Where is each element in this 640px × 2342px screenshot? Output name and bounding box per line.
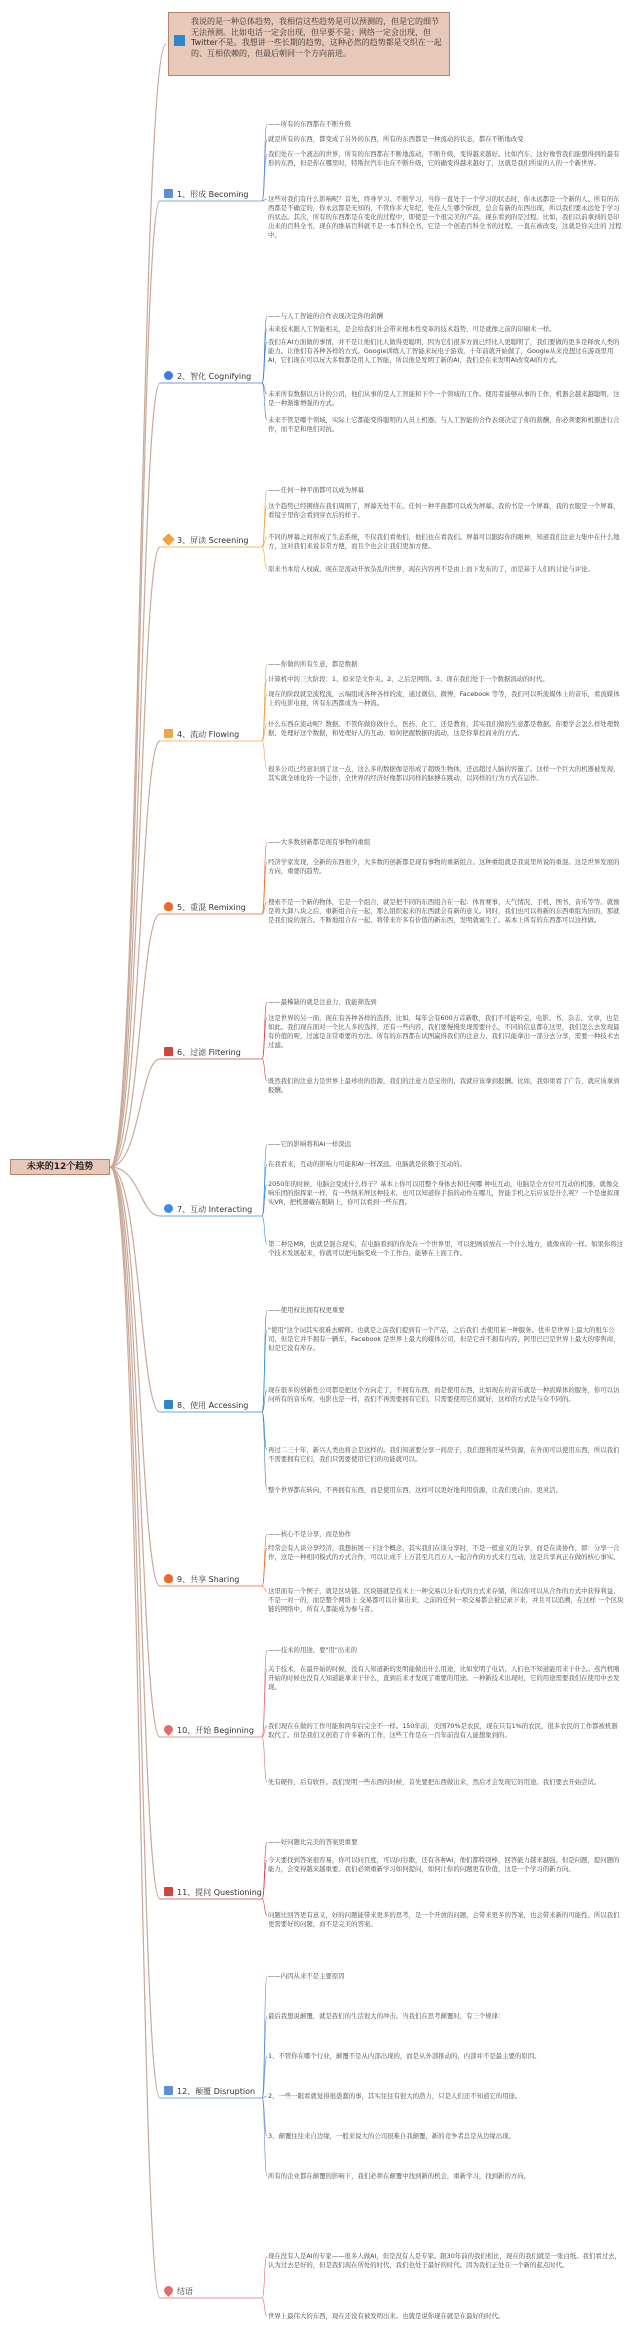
branch-note[interactable]: 整个世界都在转向，不再拥有东西，而是使用东西，这样可以更好地利用资源，让我们更自由、更灵活。 (268, 1486, 562, 1494)
branch-subtitle[interactable]: ——任何一种平面都可以成为屏幕 (268, 486, 364, 494)
branch-label: 12、颠覆 Disruption (177, 2087, 256, 2096)
branch-note[interactable]: 问题比回答更有意义，好的问题能带来更多的思考，是一个开放的问题，会带来更多的答案，也会带来新的可能性。所以我们更需要好的问题，而不是完美的答案。 (268, 1911, 620, 1929)
scrn-icon (164, 729, 173, 738)
branch-subtitle[interactable]: ——你做的所有生意，都是数据 (268, 660, 358, 668)
connector-line (262, 1412, 267, 1490)
branch-note[interactable]: 2、一些一眼看就觉得很愚蠢的事，其实往往有很大的潜力，只是人们还不知道它的用途。 (268, 2092, 522, 2100)
branch-note[interactable]: 这里面有一个例子，就是区块链。区块链就是技术上一种交易以分布式的方式来存储，所以你可以从合作的方式中获得利益，不是一对一的，而是整个网络上 交易都可以计算出来，之前的任何一项交易都会被记录下来，并且可以追溯，在这样 一个区块链的网络中，所有人都能成为参与者。 (268, 1587, 624, 1614)
connector-line (110, 1167, 160, 1899)
branch-note[interactable]: 未来所有数据以万计的公司，他们从事的是人工智能和下个一个领域的工作。使用者能够从事的工作，机器会越来越聪明，这是一种渐渐增强的方式。 (268, 390, 620, 407)
bar-icon (164, 1400, 173, 1409)
branch-note[interactable]: 未来技术跟人工智能相关，是会给我们社会带来根本性变革的技术趋势，可是就像之前的印刷术一样。 (268, 325, 556, 333)
branch-note[interactable]: 第二种是MR，也就是混合现实，在电脑看到的你处在一个世界里，可以把画质放在一个什么地方，就像真的一样。如果你将这个技术发展起来，你就可以把电脑变成一个工作台，能够在上面工作。 (268, 1240, 624, 1257)
branch-note[interactable]: 我们现在在做的工作可能和两年后完全不一样。150年前，美国70%是农民，现在只有1%的农民，很多农民的工作都被机器取代了。但是我们又创造了许多新的工作，这些工作是在一百年前没有人能想象到的。 (268, 1721, 618, 1739)
branch-note[interactable]: 未来不管是哪个领域，实际上它都能变得聪明的人员上机器。与人工智能的合作表现决定了你的薪酬，你必须要和机器进行合作，而不是和他们对抗。 (268, 416, 620, 433)
branch-subtitle[interactable]: 现在没有人是AI的专家——很多人做AI，但是没有人是专家。跟30年前的我们相比，现在的我们就是一张白纸。我们看过去，认为过去是好的，但是我们现在所处的时代，我们也处于最好的时代。因为我们正处在一个新的起点时代。 (268, 2252, 621, 2269)
branch-note[interactable]: 原来书本给人权威，现在是流动开放杂乱的世界，现在内容再不是由上而下发布的了，而是基于人们的讨论与评论。 (268, 564, 594, 573)
branch-label: 1、形成 Becoming (177, 190, 249, 199)
root-node[interactable]: 未来的12个趋势 (10, 1159, 110, 1175)
connector-line (262, 1002, 267, 1059)
connector-line (110, 1167, 160, 2298)
branch-13[interactable] (164, 2286, 193, 2298)
branch-label: 结语 (177, 2287, 193, 2296)
branch-note[interactable]: "使用"这个词其实很难去解释。也就是之前我们提到有一个产品，之后我们 去使用某一种服务。优步是世界上最大的租车公司，但是它并不拥有一辆车，Facebook 是世界上最大的媒体公司，但是它并不拥有内容。阿里巴巴是世界上最大的零售商，但是它没有库存。 (268, 1326, 620, 1352)
branch-11[interactable] (164, 1887, 262, 1899)
branch-note[interactable]: 最后我想说颠覆，就是我们的生活很大的冲击。当我们在思考颠覆时，有三个规律： (268, 2012, 505, 2020)
connector-line (262, 2098, 267, 2176)
branch-7[interactable] (164, 1204, 252, 1216)
branch-label: 10、开始 Beginning (177, 1726, 254, 1735)
branch-label: 9、共享 Sharing (177, 1575, 240, 1584)
connector-line (110, 1167, 160, 2098)
branch-subtitle[interactable]: ——好问题比完美的答案更重要 (268, 1838, 358, 1846)
connector-line (262, 1650, 267, 1737)
branch-note[interactable]: 我们处在一个液态的世界，所有的东西都在不断地流动，不断升级，变得越来越好。比如汽车，这好像曾我们能想得到的最有形的东西，但是你在哪里时，特斯拉汽车也在不断升级，它的确变得越来越好了，这就是我们所说的人的一个新世界。 (268, 150, 620, 167)
connector-line (262, 1144, 267, 1216)
branch-note[interactable]: 这是世界的另一面，现在有各种各样的选择，比如，每年会有600万首新歌，我们不可能听完，电影、书、杂志、文章，也是如此。我们现在面对一个比人多的选择，还有一些内容，我们要慢慢发现需要什么，不同的信息都在这里，我们怎么去发现最有价值的呢，过滤是非常重要的方法。所有的东西都在试图赢得我们的注意力，我们只能拿出一部分去分享，需要一种技术去过滤。 (268, 1013, 620, 1049)
intro-text: 我说的是一种总体趋势，我相信这些趋势是可以预测的，但是它的细节无法预测。比如电话一定会出现，但早要不是；网络一定会出现，但Twitter不是。我想讲一些长期的趋势，这种必然的趋势都是交织在一起的、互相依赖的，但最后朝同一个方向前进。 (191, 17, 442, 58)
doc-icon (164, 2086, 173, 2095)
branch-label: 4、流动 Flowing (177, 730, 240, 739)
connector-line (262, 547, 267, 569)
connector-line (262, 1737, 267, 1782)
person-icon (164, 1204, 173, 1213)
branch-note[interactable]: 这个趋势已经围绕在我们周围了，屏幕无处不在。任何一种平面都可以成为屏幕。我的书是一个屏幕，我的衣服是一个屏幕，看镜子里你会看到穿衣后的样子。 (268, 501, 620, 519)
branch-note[interactable]: 经常会有人谈分享经济，我想拓展一下这个概念，其实我们在谈分享时，不是一般意义的分享，而是在谈协作，即：分享一合作，这是一种相同模式的方式合作，可以让成千上万甚至几百万人一起合作的方式来行互动，这是共享真正在做的核心事实。 (268, 1544, 620, 1562)
branch-subtitle[interactable]: ——核心不是分享，而是协作 (268, 1530, 352, 1538)
branch-label: 6、过滤 Filtering (177, 1048, 241, 1057)
branch-9[interactable] (164, 1574, 239, 1586)
doc-icon (164, 189, 173, 198)
flag-icon (164, 1047, 173, 1056)
branch-12[interactable] (164, 2086, 255, 2098)
branch-note[interactable]: 所有的企业都在颠覆的影响下，我们必须在颠覆中找到新的机会，重新学习，找到新的方向。 (268, 2172, 531, 2180)
branch-note[interactable]: 今天要找到答案很容易，你可以问百度，可以问谷歌，还有各种AI，他们都特别棒，回答能力越来越强。但是问题，提问题的能力，会变得越来越重要。我们必须重新学习如何提问，如何让你的问题更有价值，这是一个学习的新方向。 (268, 1856, 620, 1874)
branch-note[interactable]: 1、不管你在哪个行业，颠覆不是从内部出现的，而是从外部推动的，内部并不是最主要的原因。 (268, 2052, 541, 2060)
branch-2[interactable] (164, 371, 251, 383)
branch-note[interactable]: 再过二三十年，新兴人类也将会是这样的。我们知道要分享一间房子，我们想利用某些资源，在外面可以使用东西，所以我们不需要拥有它们，我们只需要使用它们的功能就可以。 (268, 1446, 620, 1463)
connector-line (262, 1669, 267, 1737)
branch-label: 5、重混 Remixing (177, 903, 246, 912)
branch-10[interactable] (164, 1725, 254, 1737)
branch-note[interactable]: 计算机中的三大阶段：1、原来是文件夹。2、之后是网络。3、现在我们处于一个数据流动的时代。 (268, 675, 549, 683)
branch-6[interactable] (164, 1047, 241, 1059)
branch-note[interactable]: 现在很多的创新性公司都是把这个方向走了，不拥有东西，而是使用东西，比如现在的音乐就是一种流媒体的服务，你可以访问所有的音乐库，电影也是一样，我们不再需要拥有它们，只需要使用它们就好，这样的方式是与众不同的。 (268, 1386, 620, 1403)
branch-note[interactable]: 关于技术，在最开始的时候，没有人知道新的发明能做出什么用途，比如发明了电话，人们也不知道能用来干什么。蒸汽机刚开始的时候也没有人知道能拿来干什么，直到后来才发现了重要的用途。一种新技术出现时，它的用途需要我们在使用中去发现。 (268, 1664, 620, 1691)
branch-subtitle[interactable]: ——大多数创新都是现有事物的重组 (268, 838, 371, 846)
heart-icon (162, 2284, 175, 2297)
connector-line (110, 44, 166, 1167)
branch-label: 7、互动 Interacting (177, 1205, 253, 1214)
branch-1[interactable] (164, 189, 249, 201)
connector-line (262, 329, 267, 383)
branch-note[interactable]: 既然我们的注意力是世界上最珍贵的资源，我们的注意力是宝贵的，我就应该拿到报酬。比如，我如果看了广告，就应该拿到报酬。 (268, 1076, 620, 1094)
connector-line (262, 1216, 267, 1244)
flag-icon (164, 1887, 173, 1896)
branch-5[interactable] (164, 902, 246, 914)
branch-note[interactable]: 不同的屏幕之间形成了生态系统，不仅我们看他们，他们也在看我们。屏幕可以跟踪你的眼神，知道我们注意力集中在什么地方，这对我们来说非常方便，而且个也会让我们更加方便。 (268, 533, 620, 551)
branch-3[interactable] (164, 535, 249, 547)
heart-icon (162, 1723, 175, 1736)
connector-line (262, 1842, 267, 1899)
connector-line (262, 842, 267, 914)
branch-note[interactable]: 3、颠覆往往来自边缘，一般来说大的公司很难自我颠覆，新的竞争者总是从边缘出现。 (268, 2132, 515, 2140)
warn-icon (162, 533, 175, 546)
branch-4[interactable] (164, 729, 239, 741)
branch-subtitle[interactable]: ——它的影响将和AI一样深远 (268, 1140, 351, 1148)
branch-label: 11、提问 Questioning (177, 1888, 262, 1897)
connector-line (262, 2256, 267, 2298)
branch-subtitle[interactable]: ——与人工智能的合作表现决定你的薪酬 (268, 312, 384, 320)
branch-subtitle[interactable]: ——技术的用途，要"用"出来的 (268, 1646, 357, 1654)
connector-line (262, 490, 267, 547)
branch-note[interactable]: 世界上最伟大的东西，现在还没有被发明出来。也就是说你现在就是在最好的时代。 (268, 2312, 505, 2320)
branch-note[interactable]: 现在的阶段就是流程流，云端组成各种各样的流，通过微信、微博、Facebook 等等，我们可以听流媒体上的音乐，看流媒体上的电影电视，所有东西都成为一种流。 (268, 690, 620, 707)
branch-note[interactable]: 搜索不是一个新的物体，它是一个组合，就是把不同的东西组合在一起：体育赛事、天气情况、手机、图书、音乐等等。就像是将大卸八块之后，重新组合在一起，那么组织起来的东西就会有新的意义。同时，我们也可以将新的东西重组为旧的，那就是我们说的混合。不断地组合在一起，将带来许多有价值的新东西，发明就诞生了。基本上所有的东西都可以这样做。 (268, 898, 620, 924)
branch-note[interactable]: 什么东西在流动呢？数据。不管你做你做什么，医药、化工、还是教育，其实我们做的生意都是数据。你要学会怎么样处理数据、处理好这个数据，和处理好人的互动，如何把握数据的流动，这是你掌控商业的方式。 (268, 720, 620, 737)
connector-line (262, 741, 267, 769)
connector-line (262, 2298, 267, 2316)
branch-label: 8、使用 Accessing (177, 1401, 249, 1410)
connector-line (262, 139, 267, 201)
connector-line (262, 1534, 267, 1586)
branch-note[interactable]: 这些对我们有什么影响呢？首先，终身学习。不断学习，当你一直处于一个学习的状态时，你永远都是一个新的人。所有的东西都是不确定的，你永远都是无知的，不管你多大年纪，处在人生哪个阶段，总会有新的东西出现，所以我们要永远处于学习的状态。其次，所有的东西都是在变化的过程中，即使是一个很完美的产品，现在看到的是过程。比如，我们以前拿到的是印出来的百科全书，现在的维基百科就不是一本百科全书，它是一个创造百科全书的过程，一直在被改变，这就是你关注的 过程中。 (268, 195, 622, 239)
branch-note[interactable]: 2050年的时候，电脑会变成什么样子？基本上你可以用整个身体去和任何哪 种电互动，电脑是全方位可互动的机器。就像交响乐团的指挥家一样，有一些纳米屏这种技术，也可以知道你手指的动作在哪儿，智能手机之后应该是什么呢？一个是虚拟现实VR，把机器戴在眼睛上，你可以看到一些东西。 (268, 1180, 620, 1206)
intro-node[interactable] (168, 12, 450, 76)
branch-note[interactable]: 经济学家发现，全新的东西很少，大多数的创新都是现有事物的重新组合。这种重组就是我说里所说的重混。这是世界发展的方向，重要的趋势。 (268, 858, 620, 875)
branch-subtitle[interactable]: ——内因从来不是主要原因 (268, 1972, 345, 1980)
branch-subtitle[interactable]: ——最稀缺的就是注意力，我能筛选到 (268, 998, 377, 1006)
branch-label: 2、智化 Cognifying (177, 372, 252, 381)
branch-note[interactable]: 就是所有的东西，都变成了另外的东西，所有的东西都是一种流动的状态，都在不断地改变 (268, 135, 524, 143)
bar-icon (174, 35, 185, 46)
branch-subtitle[interactable]: ——所有的东西都在不断升级 (268, 120, 352, 128)
fire-icon (164, 1574, 173, 1583)
bulb-icon (164, 371, 173, 380)
branch-subtitle[interactable]: ——使用权比拥有权更重要 (268, 1306, 345, 1314)
connector-line (110, 201, 160, 1167)
fire-icon (164, 902, 173, 911)
branch-note[interactable]: 很多公司已经意识到了这一点，这么多的数据像是形成了超级生物体，还远超过人脑的容量了。这样一个巨大的机器被发现，其实就全球化的一个运作，全世界的经济好像都以同样的脉搏在跳动，以同样的行为方式在运作。 (268, 765, 620, 782)
branch-note[interactable]: 在我看来，互动的影响力可能和AI一样深远。电脑就是依赖于互动的。 (268, 1160, 466, 1168)
branch-8[interactable] (164, 1400, 248, 1412)
connector-line (262, 1899, 267, 1915)
connector-line (262, 1059, 267, 1081)
connector-line (262, 1586, 267, 1591)
branch-label: 3、屏读 Screening (177, 536, 249, 545)
branch-note[interactable]: 我们在AI方面做的事情，并不是让他们比人做得更聪明，因为它们很多方面已经比人更聪明了，我们要做的更多是释放人类的能力。让他们有各种各样的方式。Google训练人工智能来玩电子游戏，十年前就开始做了，Google从来没想过在游戏里用AI，它们现在可以玩大多数都是用人工智能，所以他是发明了新的AI，我们是在来发明AI改变AI的方式。 (268, 338, 620, 364)
branch-note[interactable]: 先有硬件，后有软件。我们发明一些东西的时候，首先要把东西做出来，然后才会发现它的用途。我们要去开始尝试。 (268, 1778, 601, 1787)
